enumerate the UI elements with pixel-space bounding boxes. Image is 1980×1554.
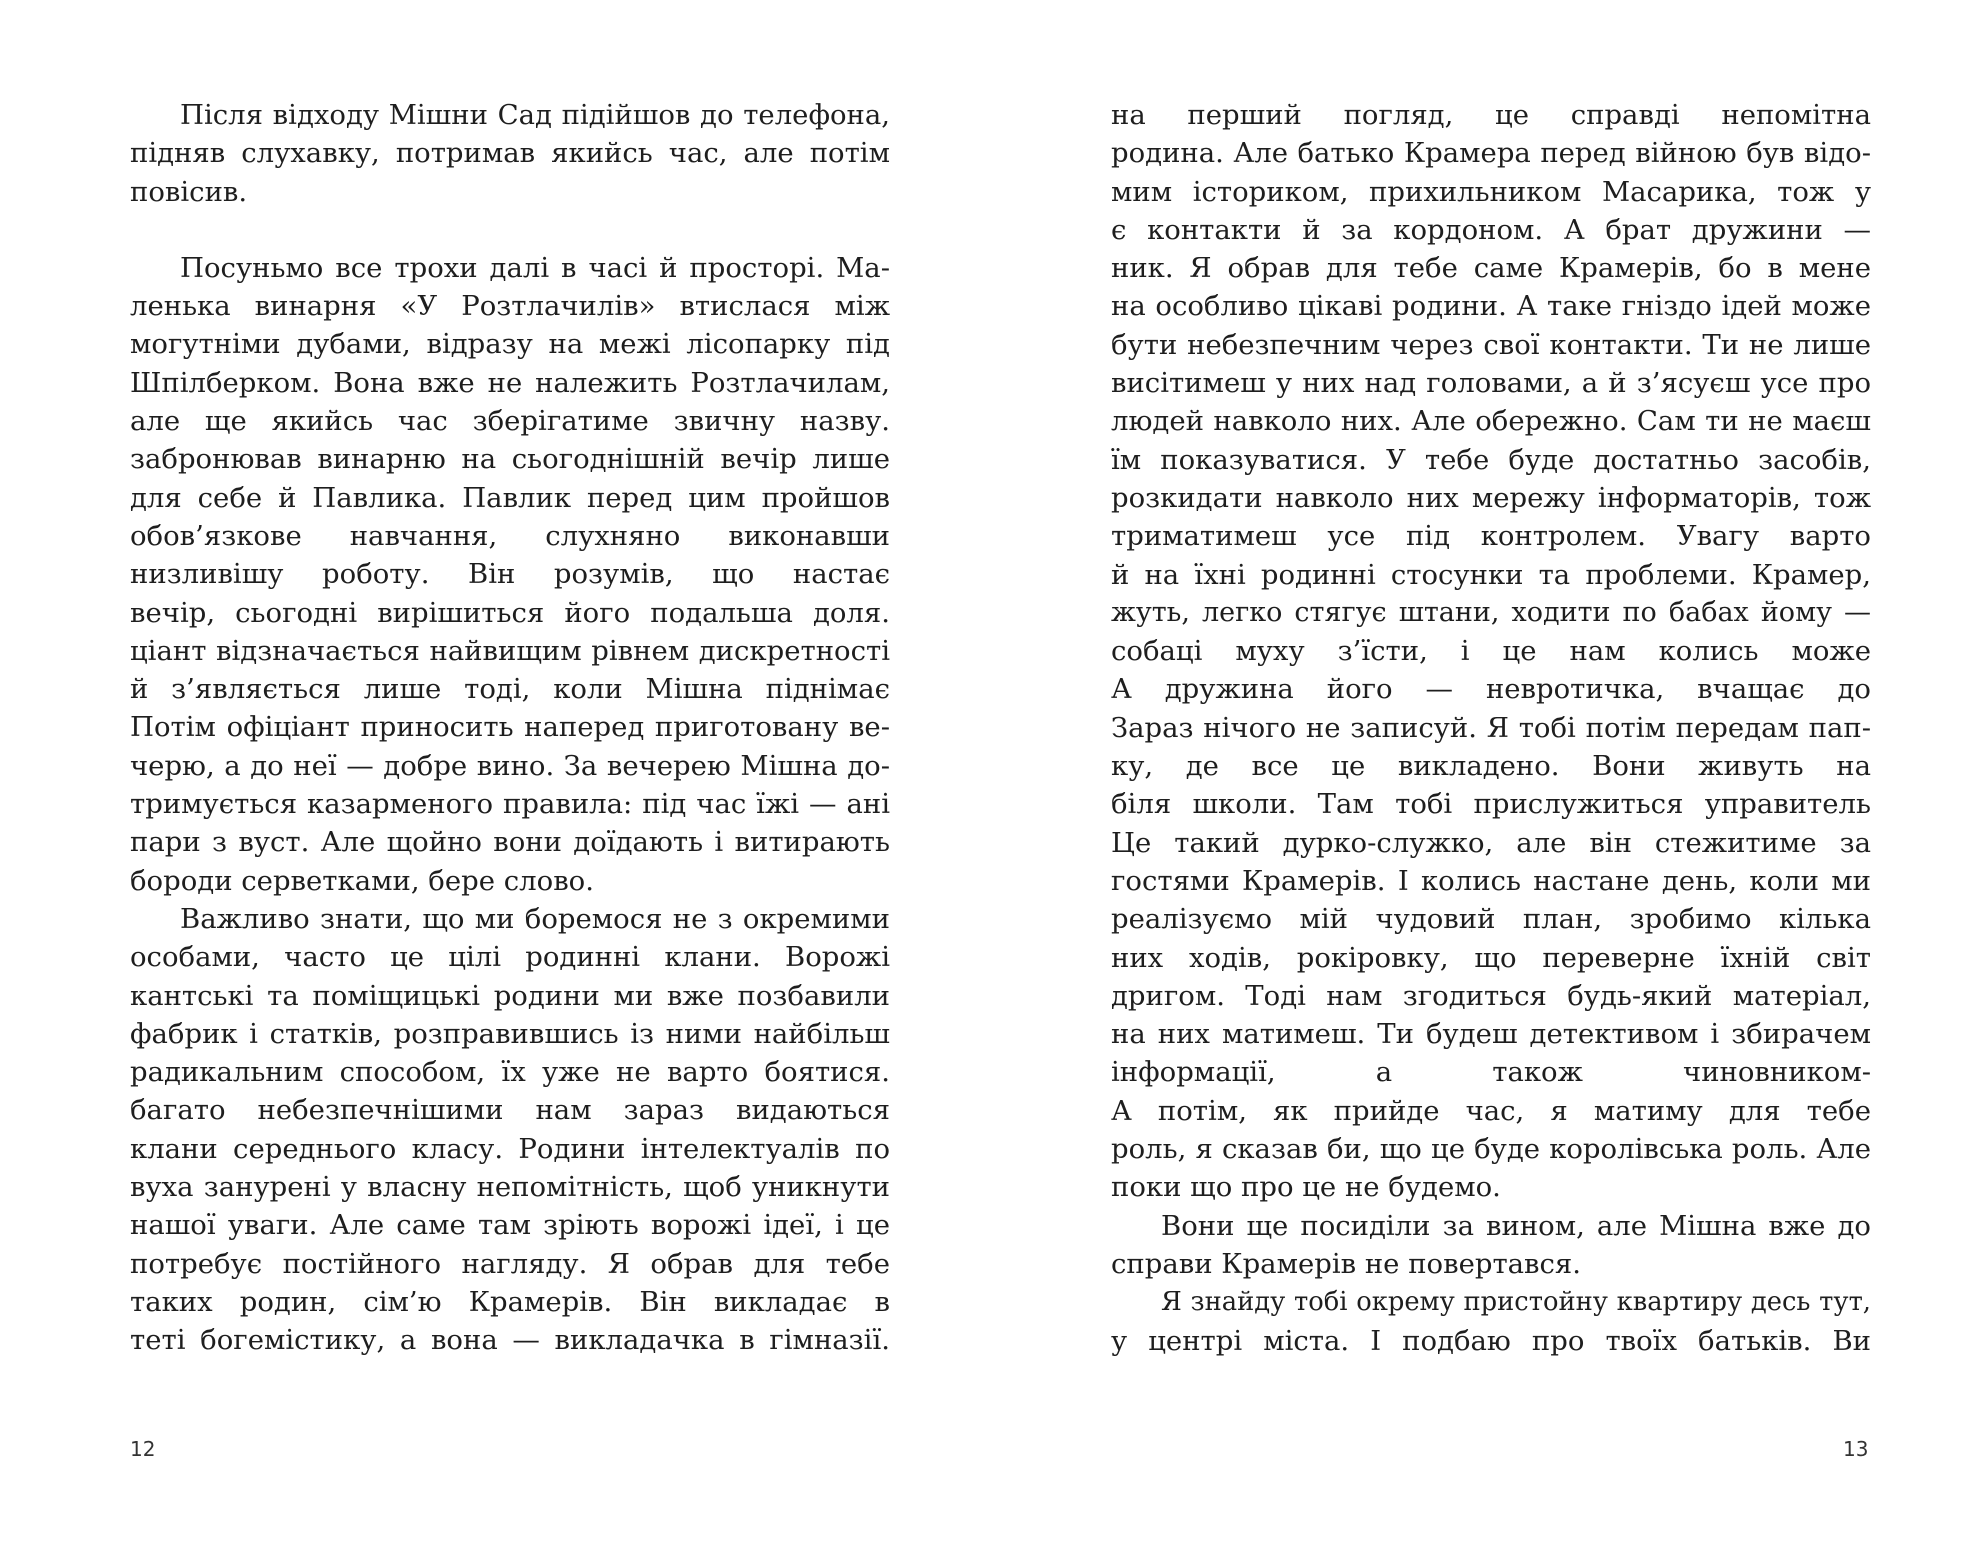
paragraph-gap <box>130 211 890 249</box>
text-line: на них матимеш. Ти будеш детективом і збирачем <box>1111 1018 1871 1051</box>
text-line: особами, часто це цілі родинні клани. Ворожі <box>130 941 890 974</box>
text-line: й на їхні родинні стосунки та проблеми. Крамер, <box>1111 558 1871 591</box>
text-line: Вони ще посиділи за вином, але Мішна вже до <box>1161 1209 1871 1242</box>
right-page <box>1111 96 1871 1360</box>
text-line: обов’язкове навчання, слухняно виконавши <box>130 519 890 552</box>
text-line: гостями Крамерів. І колись настане день, коли ми <box>1111 864 1871 897</box>
text-line: Посуньмо все трохи далі в часі й просторі. Ма- <box>180 251 890 284</box>
text-line: радикальним способом, їх уже не варто боятися. <box>130 1056 890 1089</box>
text-line: забронював винарню на сьогоднішній вечір лише <box>130 443 890 476</box>
text-line: А дружина його — невротичка, вчащає до <box>1111 673 1871 706</box>
text-line: але ще якийсь час зберігатиме звичну назву. <box>130 405 890 438</box>
text-line: пари з вуст. Але щойно вони доїдають і витирають <box>130 826 890 859</box>
text-line: нашої уваги. Але саме там зріють ворожі ідеї, і це <box>130 1209 890 1242</box>
text-line: на особливо цікаві родини. А таке гніздо ідей може <box>1111 290 1871 323</box>
text-line: на перший погляд, це справді непомітна <box>1111 99 1871 131</box>
text-line: інформації, а також чиновником- <box>1111 1056 1871 1089</box>
text-line: реалізуємо мій чудовий план, зробимо кілька <box>1111 903 1871 936</box>
text-line: ник. Я обрав для тебе саме Крамерів, бо в мене <box>1111 252 1871 285</box>
text-line: підняв слухавку, потримав якийсь час, але потім <box>130 137 890 170</box>
text-line: мим істориком, прихильником Масарика, тож у <box>1111 175 1871 208</box>
text-line: потребує постійного нагляду. Я обрав для тебе <box>130 1247 890 1280</box>
text-line: них ходів, рокіровку, що переверне їхній світ <box>1111 941 1871 974</box>
right-page-number: 13 <box>1843 1437 1869 1461</box>
text-line: й з’являється лише тоді, коли Мішна піднімає <box>130 673 890 706</box>
text-line: Важливо знати, що ми боремося не з окремими <box>180 902 890 935</box>
text-line: ціант відзначається найвищим рівнем дискретності <box>130 634 890 667</box>
text-line: собаці муху з’їсти, і це нам колись може <box>1111 635 1871 668</box>
text-line: бороди серветками, бере слово. <box>130 864 594 897</box>
text-line: Потім офіціант приносить наперед приготовану ве- <box>130 711 890 744</box>
text-line: у центрі міста. І подбаю про твоїх батьків. Ви <box>1111 1324 1871 1357</box>
text-line: низливішу роботу. Він розумів, що настає <box>130 558 890 591</box>
text-line: А потім, як прийде час, я матиму для тебе <box>1111 1094 1871 1127</box>
text-line: жуть, легко стягує штани, ходити по бабах йому — <box>1111 596 1871 628</box>
text-line: повісив. <box>130 175 248 208</box>
text-line: родина. Але батько Крамера перед війною був відо- <box>1111 137 1871 170</box>
text-line: роль, я сказав би, що це буде королівська роль. Але <box>1111 1133 1871 1166</box>
text-line: клани середнього класу. Родини інтелектуалів по <box>130 1132 890 1165</box>
text-line: розкидати навколо них мережу інформаторів, тож <box>1111 481 1871 514</box>
text-line: людей навколо них. Але обережно. Сам ти не маєш <box>1111 405 1871 438</box>
text-line: Зараз нічого не записуй. Я тобі потім передам пап- <box>1111 711 1871 744</box>
left-page-number: 12 <box>130 1437 156 1461</box>
text-line: таких родин, сім’ю Крамерів. Він викладає в <box>130 1285 890 1318</box>
text-line: ку, де все це викладено. Вони живуть на <box>1111 750 1871 783</box>
text-line: кантські та поміщицькі родини ми вже позбавили <box>130 979 890 1012</box>
text-line: їм показуватися. У тебе буде достатньо засобів, <box>1111 443 1871 476</box>
text-line: для себе й Павлика. Павлик перед цим пройшов <box>130 481 890 514</box>
text-line: могутніми дубами, відразу на межі лісопарку під <box>130 328 890 361</box>
text-line: теті богемістику, а вона — викладачка в гімназії. <box>130 1324 890 1357</box>
text-line: черю, а до неї — добре вино. За вечерею Мішна до- <box>130 749 890 782</box>
text-line: бути небезпечним через свої контакти. Ти не лише <box>1111 328 1871 361</box>
text-line: фабрик і статків, розправившись із ними найбільш <box>130 1017 890 1050</box>
text-line: Після відходу Мішни Сад підійшов до телефона, <box>180 99 890 131</box>
text-line: Шпілберком. Вона вже не належить Розтлачилам, <box>130 366 890 399</box>
text-line: Я знайду тобі окрему пристойну квартиру десь тут, <box>1161 1287 1871 1318</box>
text-line: справи Крамерів не повертався. <box>1111 1247 1582 1280</box>
text-line: вечір, сьогодні вирішиться його подальша доля. <box>130 596 890 629</box>
text-line: Це такий дурко-служко, але він стежитиме за <box>1111 826 1871 859</box>
text-line: тримується казарменого правила: під час їжі — ані <box>130 788 890 821</box>
text-line: висітимеш у них над головами, а й з’ясуєш усе про <box>1111 367 1871 400</box>
text-line: багато небезпечнішими нам зараз видаються <box>130 1094 890 1127</box>
left-page <box>130 96 890 1360</box>
text-line: вуха занурені у власну непомітність, щоб уникнути <box>130 1171 890 1204</box>
text-line: триматимеш усе під контролем. Увагу варто <box>1111 520 1871 553</box>
text-line: ленька винарня «У Розтлачилів» втислася між <box>130 290 890 323</box>
text-line: є контакти й за кордоном. А брат дружини — <box>1111 213 1871 246</box>
text-line: дригом. Тоді нам згодиться будь-який матеріал, <box>1111 979 1871 1012</box>
text-line: поки що про це не будемо. <box>1111 1171 1501 1204</box>
text-line: біля школи. Там тобі прислужиться управитель <box>1111 788 1871 821</box>
